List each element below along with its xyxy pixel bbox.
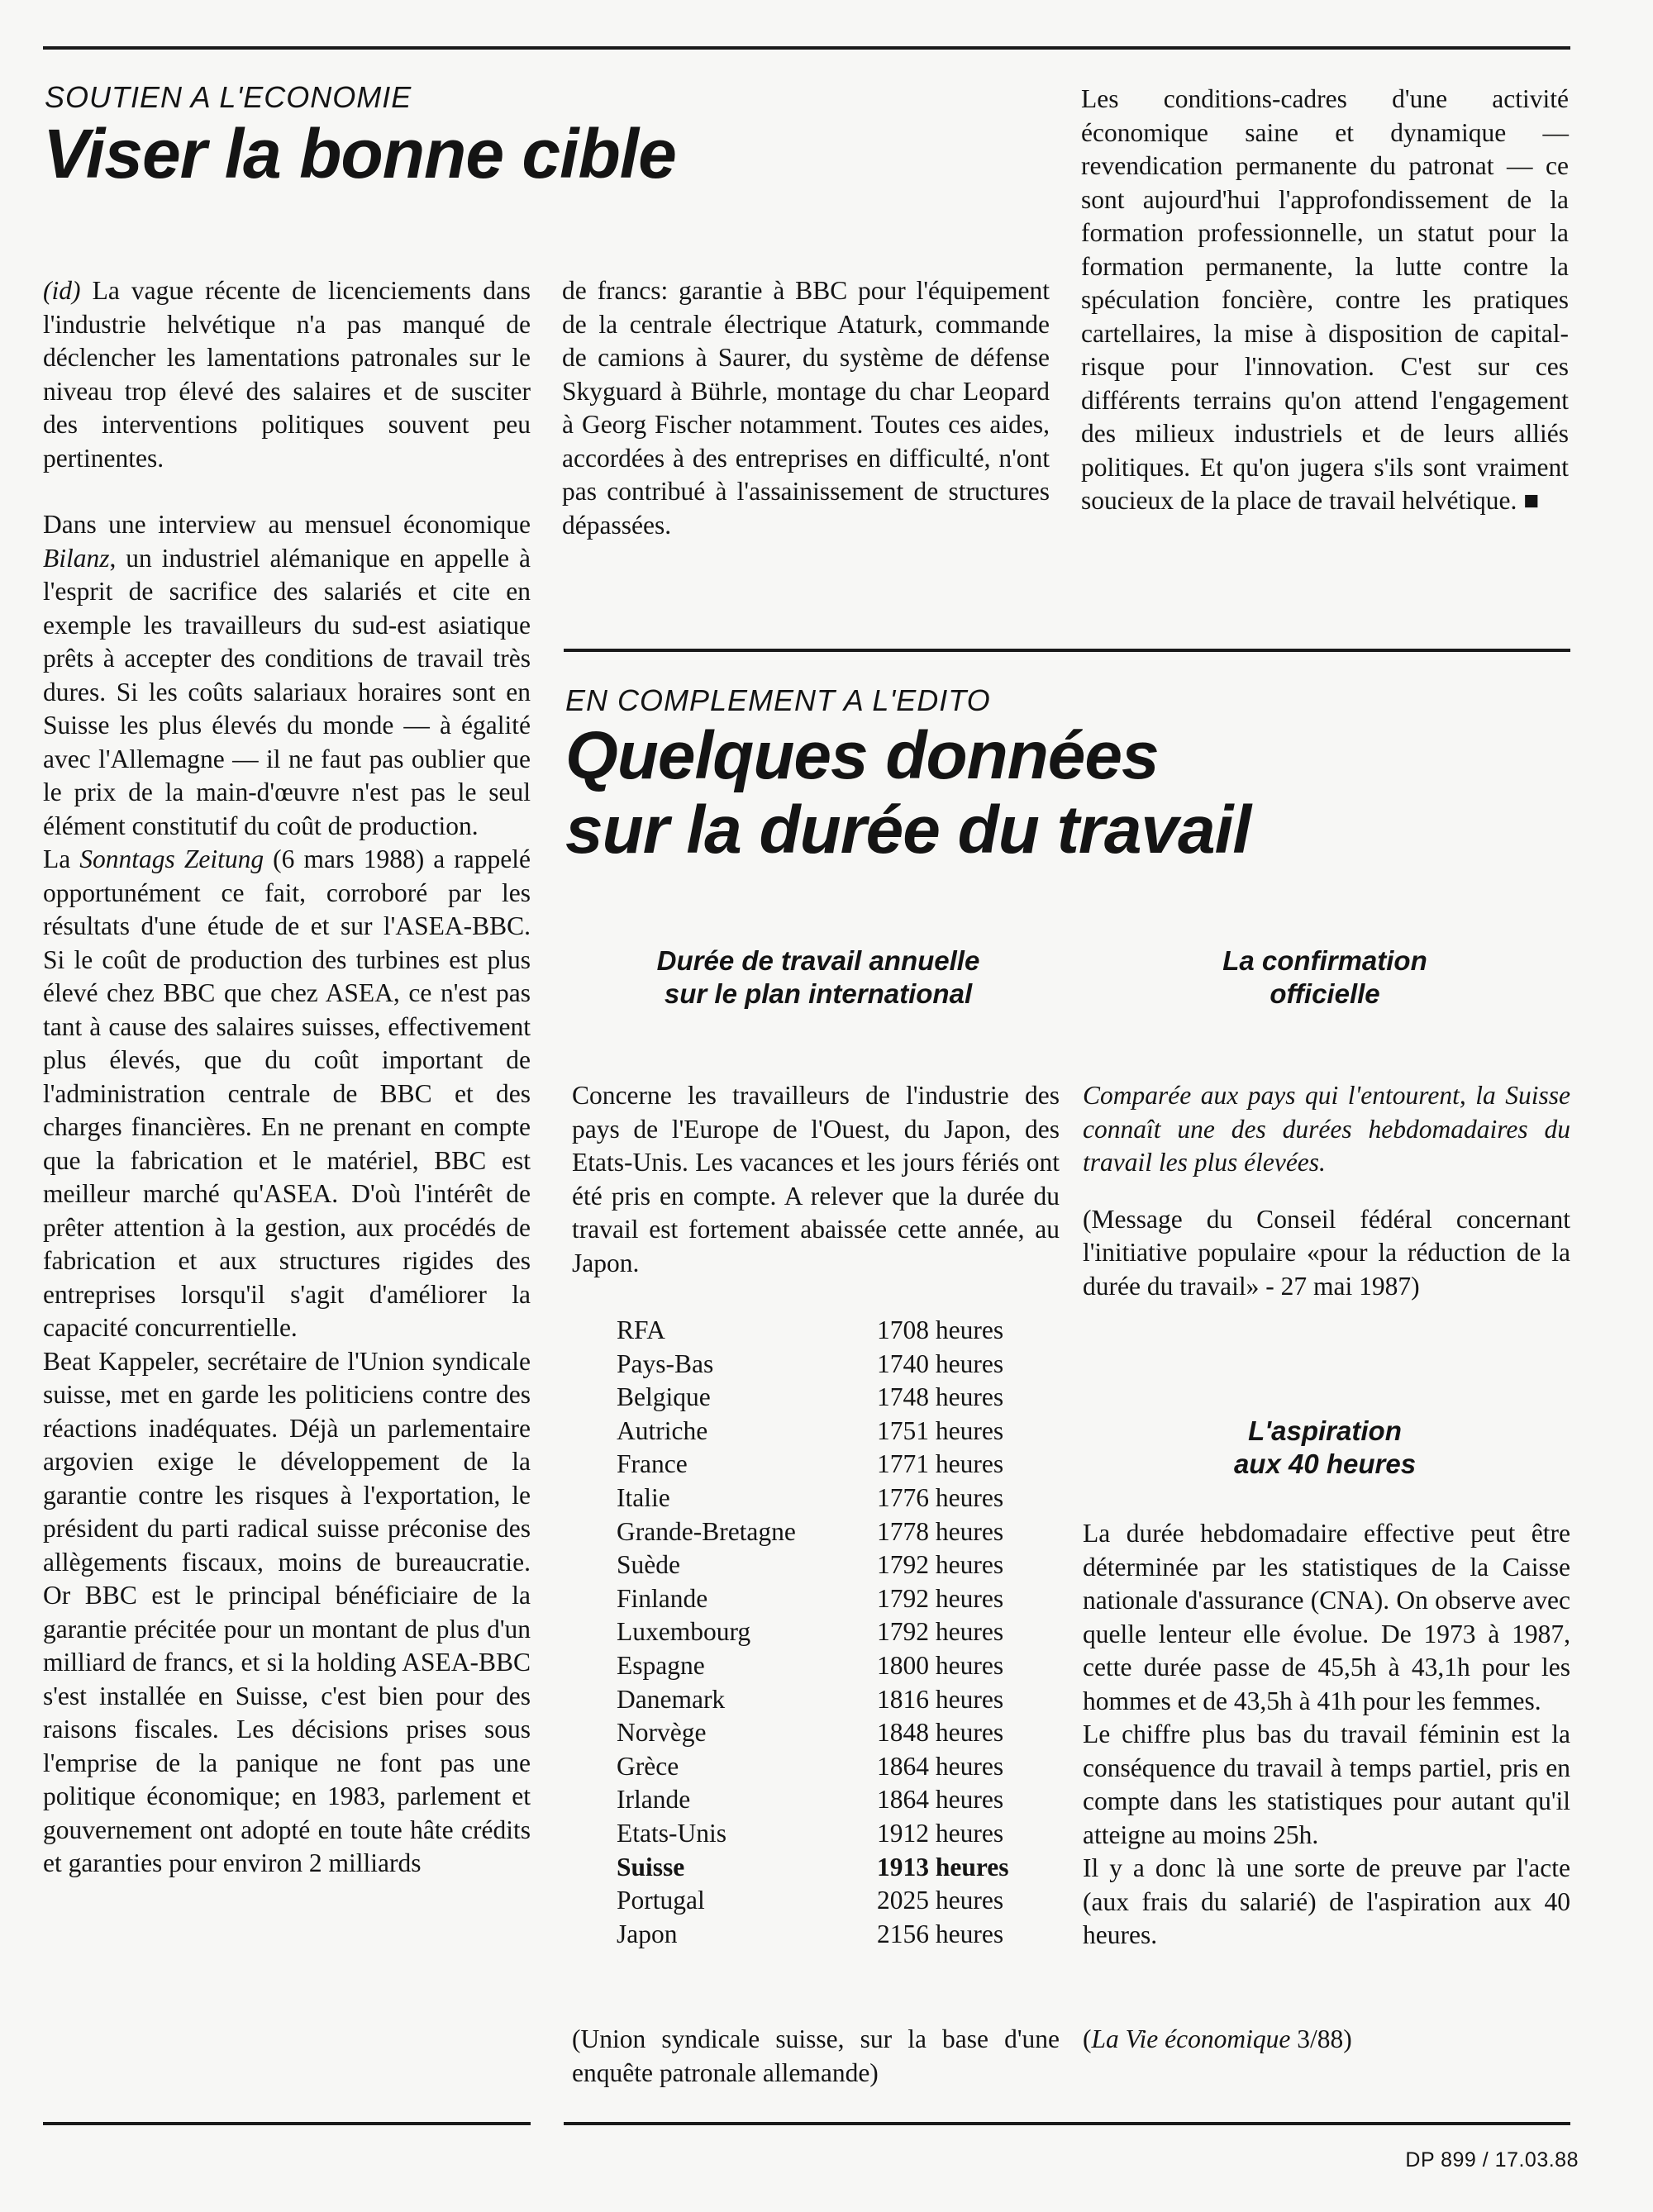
- article2-title: [565, 719, 1250, 868]
- country-cell: Norvège: [617, 1718, 707, 1748]
- section3-paragraph: Le chiffre plus bas du travail féminin est la conséquence du travail à temps partiel, pris en compte dans les statistiques pour autant qu'il atteigne au moins 25h.: [1083, 1720, 1570, 1849]
- article1-paragraph: Les conditions-cadres d'une activité économique saine et dynamique — revendication permanente du patronat — ce sont aujourd'hui l'approfondissement de la formation professionnelle, un statut pour la formation permanente, la lutte contre la spéculation foncière, contre les pratiques cartellaires, la mise à disposition de capital-risque pour l'innovation. C'est sur ces différents terrains qu'on attend l'engagement des milieux industriels et de leurs alliés politiques. Et qu'on jugera s'ils sont vraiment soucieux de la place de travail helvétique. ■: [1081, 84, 1569, 515]
- hours-cell: 1708 heures: [877, 1315, 1004, 1344]
- table-row: [617, 1716, 1009, 1750]
- page-folio: DP 899 / 17.03.88: [1405, 2148, 1579, 2172]
- section1-source: [572, 2023, 1060, 2090]
- section2-source: (Message du Conseil fédéral concernant l'initiative populaire «pour la réduction de la durée du travail» - 27 mai 1987): [1083, 1204, 1570, 1301]
- hours-cell: 1778 heures: [877, 1516, 1004, 1546]
- hours-cell: 1800 heures: [877, 1650, 1004, 1680]
- country-cell: Grèce: [617, 1751, 679, 1781]
- article1-paragraph: de francs: garantie à BBC pour l'équipement de la centrale électrique Ataturk, commande de camions à Saurer, du système de défense Skyguard à Bührle, montage du char Leopard à Georg Fischer notamment. Toutes ces aides, accordées à des entreprises en difficulté, n'ont pas contribué à l'assainissement de structures dépassées.: [562, 276, 1050, 540]
- table-row: [617, 1783, 1009, 1817]
- table-row: [617, 1448, 1009, 1482]
- hours-cell: 1771 heures: [877, 1449, 1004, 1479]
- article1-paragraph: La Sonntags Zeitung (6 mars 1988) a rappelé opportunément ce fait, corroboré par les résultats d'une étude de et sur l'ASEA-BBC. Si le coût de production des turbines est plus élevé chez BBC que chez ASEA, ce n'est pas tant à cause des salaires suisses, effectivement plus élevés, que du coût important de l'administration centrale de BBC et des charges financières. En ne prenant en compte que la fabrication et le matériel, BBC est meilleur marché qu'ASEA. D'où l'intérêt de prêter attention à la gestion, aux procédés de fabrication et aux structures rigides des entreprises lorsqu'il s'agit d'améliorer la capacité concurrentielle.: [43, 844, 531, 1342]
- article1-byline: (id): [43, 276, 81, 305]
- table-row: [617, 1415, 1009, 1449]
- country-cell: Belgique: [617, 1382, 711, 1412]
- table-row: [617, 1851, 1009, 1885]
- article2-title-line: sur la durée du travail: [565, 792, 1251, 868]
- section1-intro: [572, 1079, 1060, 1280]
- hours-cell: 1864 heures: [877, 1751, 1004, 1781]
- table-row: [617, 1615, 1009, 1649]
- article1-paragraph: (id) La vague récente de licenciements dans l'industrie helvétique n'a pas manqué de déclencher les lamentations patronales sur le niveau trop élevé des salaires et de susciter des interventions politiques souvent peu pertinentes.: [43, 276, 531, 473]
- hours-cell: 1751 heures: [877, 1415, 1004, 1445]
- table-row: [617, 1750, 1009, 1784]
- hours-cell: 1816 heures: [877, 1684, 1004, 1714]
- hours-cell: 2156 heures: [877, 1919, 1004, 1948]
- country-cell: Grande-Bretagne: [617, 1516, 796, 1546]
- bottom-rule-right: [564, 2122, 1570, 2125]
- section3-body: [1083, 1517, 1570, 1953]
- article1-title: Viser la bonne cible: [43, 115, 676, 193]
- article1-column-3: [1081, 83, 1569, 518]
- section2-heading: La confirmation officielle: [1222, 945, 1427, 1009]
- article1-paragraph: Beat Kappeler, secrétaire de l'Union syndicale suisse, met en garde les politiciens contre des réactions inadéquates. Déjà un parlementaire argovien exige le développement de la garantie contre les risques à l'exportation, le président du parti radical suisse préconise des allègements fiscaux, moins de bureaucratie. Or BBC est le principal bénéficiaire de la garantie précitée pour un montant de plus d'un milliard de francs, et si la holding ASEA-BBC s'est installée en Suisse, c'est bien pour des raisons fiscales. Les décisions prises sous l'emprise de la panique ne font pas une politique économique; en 1983, parlement et gouvernement ont adopté en toute hâte crédits et garanties pour environ 2 milliards: [43, 1346, 531, 1877]
- country-cell: Irlande: [617, 1785, 691, 1815]
- table-row: [617, 1314, 1009, 1348]
- table-row: [617, 1817, 1009, 1851]
- hours-cell: 1792 heures: [877, 1617, 1004, 1647]
- country-cell: Portugal: [617, 1886, 705, 1915]
- section2-quote: Comparée aux pays qui l'entourent, la Suisse connaît une des durées hebdomadaires du travail les plus élevées.: [1083, 1081, 1570, 1177]
- country-cell: Danemark: [617, 1684, 726, 1714]
- hours-cell: 1740 heures: [877, 1349, 1004, 1378]
- table-row: [617, 1348, 1009, 1382]
- section1-intro-text: Concerne les travailleurs de l'industrie des pays de l'Europe de l'Ouest, du Japon, des Etats-Unis. Les vacances et les jours fériés ont été pris en compte. A relever que la durée du travail est fortement abaissée cette année, au Japon.: [572, 1081, 1060, 1277]
- table-row: [617, 1582, 1009, 1616]
- hours-cell: 1912 heures: [877, 1818, 1004, 1848]
- hours-cell: 1792 heures: [877, 1550, 1004, 1580]
- country-cell: Luxembourg: [617, 1617, 751, 1647]
- hours-cell: 1776 heures: [877, 1482, 1004, 1512]
- hours-table: [617, 1314, 1009, 1951]
- country-cell: Suisse: [617, 1852, 685, 1881]
- country-cell: Suède: [617, 1550, 680, 1580]
- hours-cell: 1848 heures: [877, 1718, 1004, 1748]
- country-cell: RFA: [617, 1315, 665, 1344]
- section3-source: (La Vie économique 3/88): [1083, 2024, 1352, 2053]
- country-cell: Finlande: [617, 1583, 708, 1613]
- table-row: [617, 1515, 1009, 1549]
- country-cell: Japon: [617, 1919, 678, 1948]
- article2-top-rule: [564, 649, 1570, 652]
- table-row: [617, 1381, 1009, 1415]
- hours-cell: 1864 heures: [877, 1785, 1004, 1815]
- article1-kicker: SOUTIEN A L'ECONOMIE: [45, 80, 412, 114]
- country-cell: Pays-Bas: [617, 1349, 714, 1378]
- country-cell: France: [617, 1449, 688, 1479]
- table-row: [617, 1884, 1009, 1918]
- hours-cell: 1913 heures: [877, 1852, 1009, 1881]
- table-row: [617, 1683, 1009, 1717]
- section3-heading: L'aspiration aux 40 heures: [1233, 1415, 1417, 1479]
- table-row: [617, 1548, 1009, 1582]
- table-row: [617, 1482, 1009, 1515]
- article2-kicker: EN COMPLEMENT A L'EDITO: [565, 683, 991, 717]
- hours-cell: 1748 heures: [877, 1382, 1004, 1412]
- section3-paragraph: La durée hebdomadaire effective peut être déterminée par les statistiques de la Caisse nationale d'assurance (CNA). On observe avec quelle lenteur elle évolue. De 1973 à 1987, cette durée passe de 45,5h à 43,1h pour les hommes et de 43,5h à 41h pour les femmes.: [1083, 1519, 1570, 1715]
- country-cell: Autriche: [617, 1415, 708, 1445]
- article1-column-1: [43, 274, 531, 1881]
- section1-source-text: (Union syndicale suisse, sur la base d'une enquête patronale allemande): [572, 2024, 1060, 2087]
- top-rule: [43, 46, 1570, 50]
- article1-paragraph: Dans une interview au mensuel économique Bilanz, un industriel alémanique en appelle à l'esprit de sacrifice des salariés et cite en exemple les travailleurs du sud-est asiatique prêts à accepter des conditions de travail très dures. Si les coûts salariaux horaires sont en Suisse les plus élevés du monde — à égalité avec l'Allemagne — il ne faut pas oublier que le prix de la main-d'œuvre n'est pas le seul élément constitutif du coût de production.: [43, 510, 531, 840]
- hours-cell: 2025 heures: [877, 1886, 1004, 1915]
- hours-table-container: [617, 1314, 1009, 1951]
- article2-title-line: Quelques données: [565, 718, 1159, 793]
- table-row: [617, 1649, 1009, 1683]
- section1-heading: Durée de travail annuelle sur le plan international: [656, 945, 980, 1009]
- article1-column-2: [562, 274, 1050, 542]
- country-cell: Italie: [617, 1482, 670, 1512]
- section2-body: [1083, 1079, 1570, 1303]
- hours-cell: 1792 heures: [877, 1583, 1004, 1613]
- country-cell: Etats-Unis: [617, 1818, 726, 1848]
- bottom-rule-left: [43, 2122, 531, 2125]
- country-cell: Espagne: [617, 1650, 705, 1680]
- section3-paragraph: Il y a donc là une sorte de preuve par l'acte (aux frais du salarié) de l'aspiration aux 40 heures.: [1083, 1853, 1570, 1949]
- table-row: [617, 1918, 1009, 1952]
